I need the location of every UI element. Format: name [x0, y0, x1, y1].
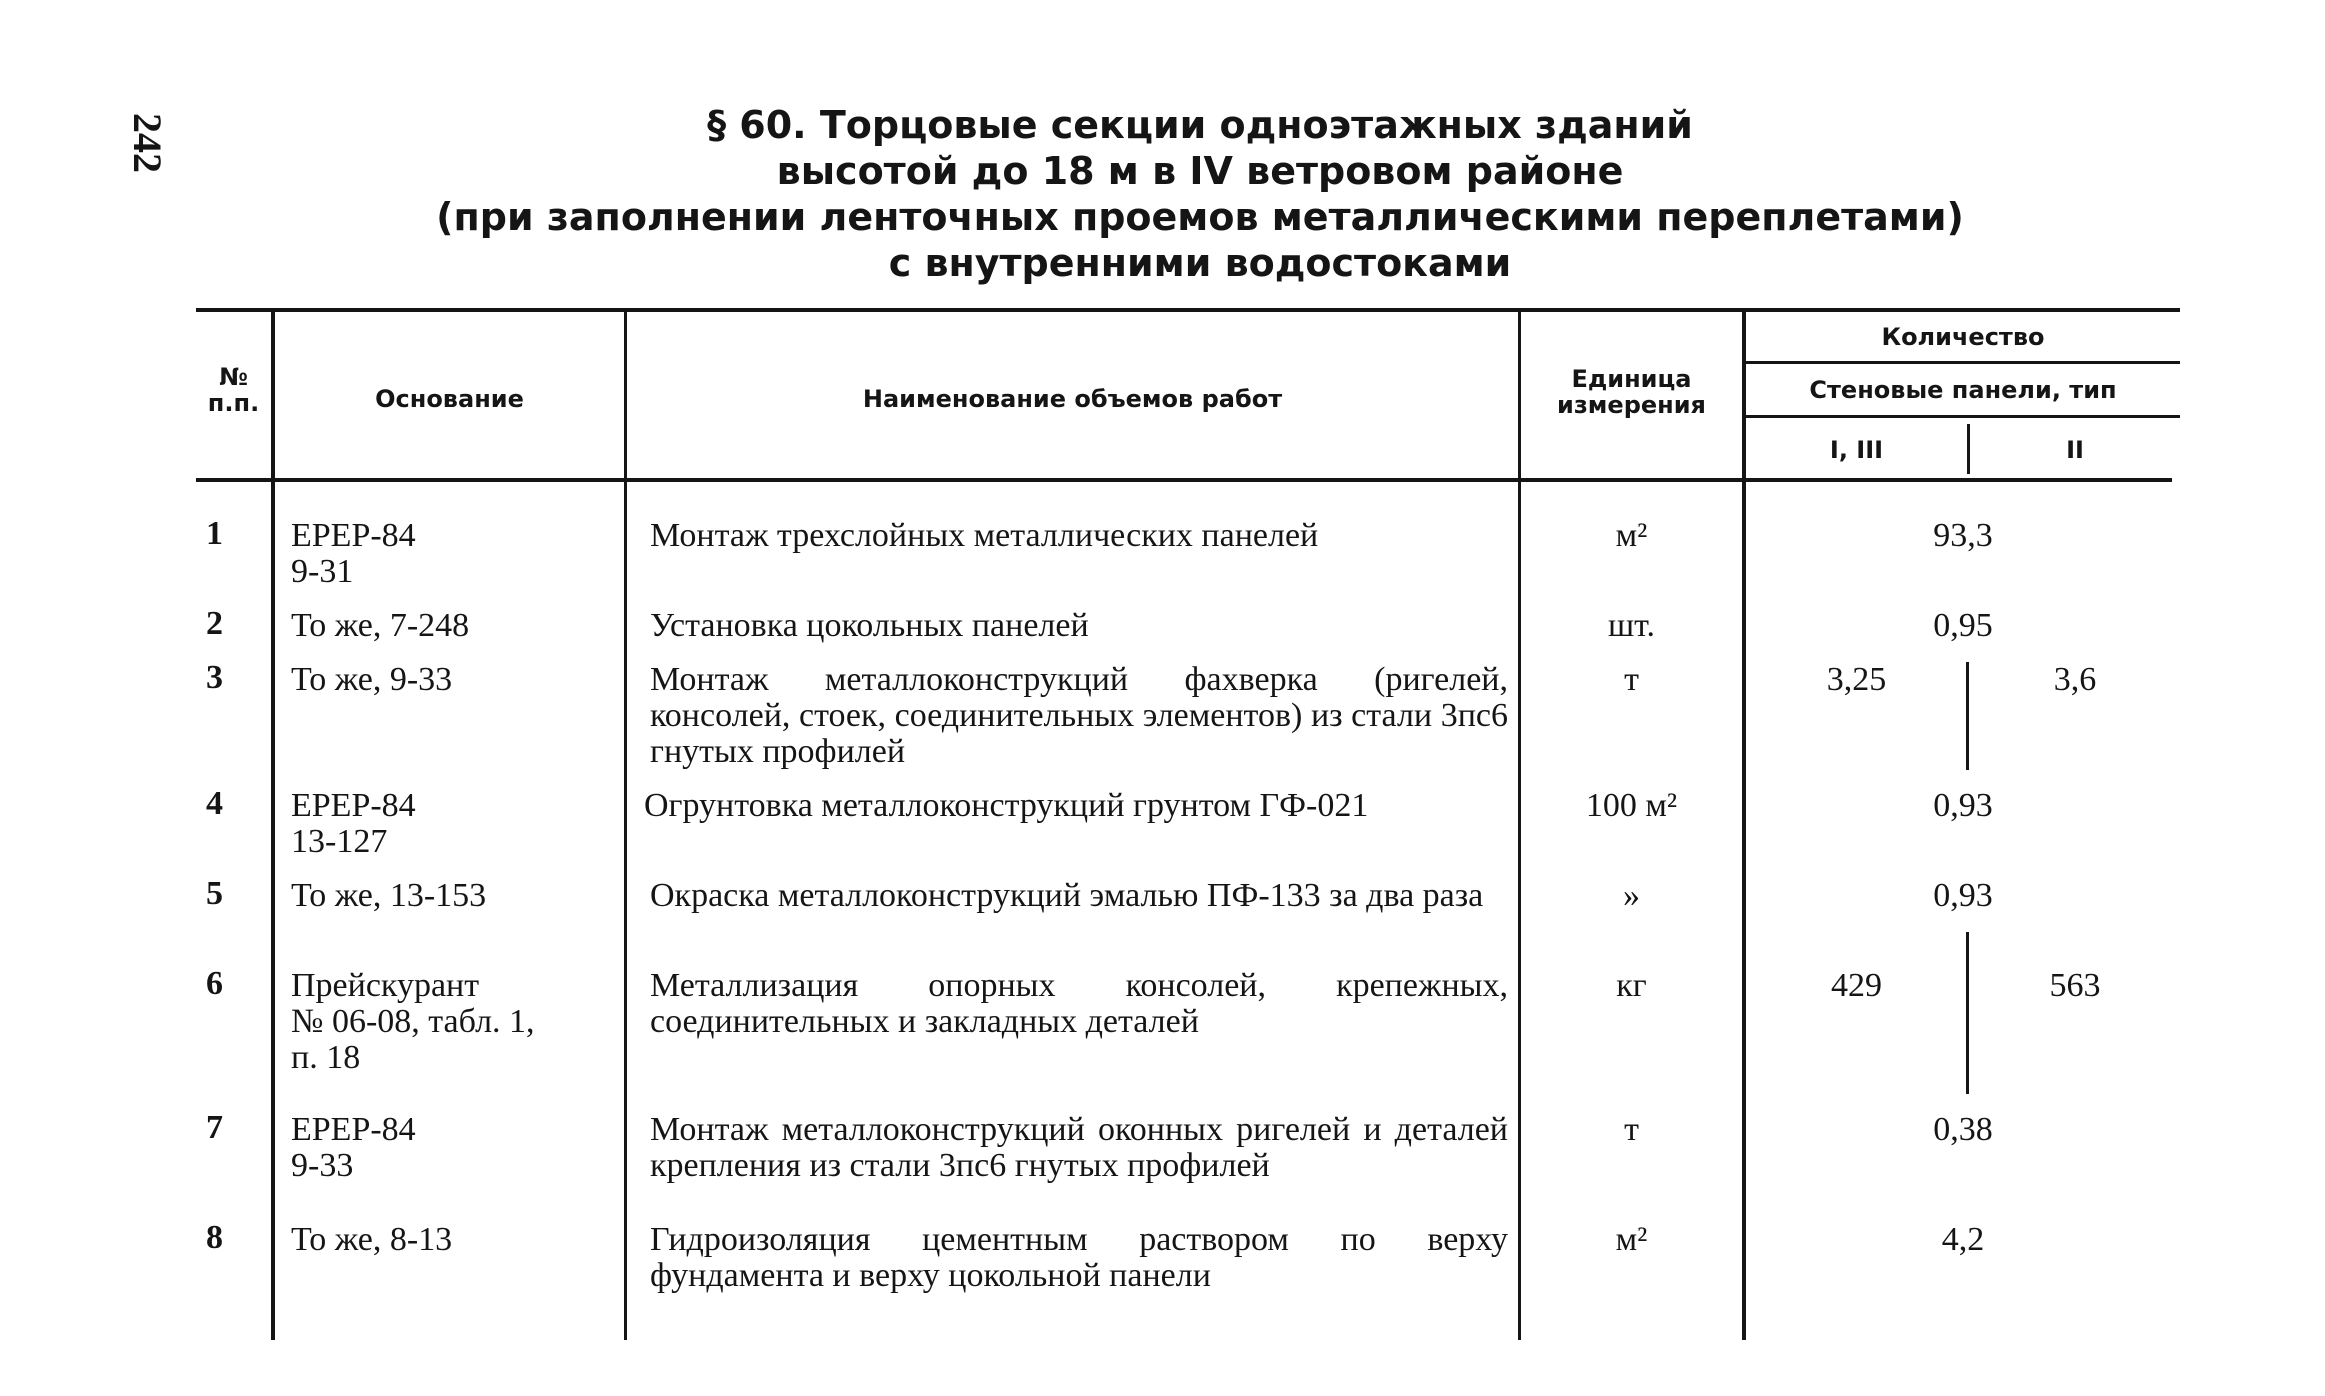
page-number: 242	[125, 113, 171, 173]
row-5-num: 5	[206, 875, 223, 912]
row-5-basis: То же, 13-153	[291, 877, 487, 914]
column-divider-4	[1742, 312, 1746, 1340]
row-8-value: 4,2	[1941, 1221, 1985, 1258]
row-2-value: 0,95	[1933, 607, 1993, 644]
header-type-1-3: I, III	[1829, 436, 1884, 464]
header-quantity: Количество	[1881, 323, 2045, 351]
row-7-basis-line-1: ЕРЕР-84	[291, 1111, 416, 1148]
title-line-2: высотой до 18 м в IV ветровом районе	[776, 149, 1624, 193]
row-6-work: Металлизация опорных консолей, крепежных, соединительных и закладных деталей	[650, 967, 1508, 1040]
table-top-rule	[196, 308, 2180, 312]
row-3-num: 3	[206, 659, 223, 696]
row-6-unit: кг	[1616, 967, 1647, 1004]
header-unit-line2: измерения	[1557, 391, 1706, 419]
row-3-value-type-1-3: 3,25	[1826, 661, 1887, 698]
row-4-basis-line-1: ЕРЕР-84	[291, 787, 416, 824]
quantity-header-rule	[1746, 361, 2180, 364]
row-1-unit: м²	[1615, 517, 1648, 554]
title-line-3: (при заполнении ленточных проемов металлическими переплетами)	[436, 195, 1964, 239]
row-4-num: 4	[206, 785, 223, 822]
row-3-basis: То же, 9-33	[291, 661, 453, 698]
header-num-sign: №	[219, 363, 248, 391]
row-4-work: Огрунтовка металлоконструкций грунтом ГФ-021	[644, 787, 1369, 824]
row-3-unit: т	[1624, 661, 1639, 698]
header-bottom-rule	[196, 478, 2172, 482]
row-1-num: 1	[206, 515, 223, 552]
title-line-1: § 60. Торцовые секции одноэтажных зданий	[707, 103, 1693, 147]
row-1-value: 93,3	[1933, 517, 1993, 554]
header-type-2: II	[2066, 436, 2084, 464]
row-7-value: 0,38	[1933, 1111, 1993, 1148]
header-num-abbr: п.п.	[207, 389, 260, 417]
row-8-num: 8	[206, 1219, 223, 1256]
panels-header-rule	[1746, 415, 2180, 418]
header-unit	[1521, 366, 1742, 418]
row-6-basis-line-1: Прейскурант	[291, 967, 480, 1004]
row-7-basis	[291, 1112, 416, 1184]
row-8-unit: м²	[1615, 1221, 1648, 1258]
row-6-value-type-2: 563	[2049, 967, 2101, 1004]
row-1-basis	[291, 518, 416, 590]
row-2-unit: шт.	[1608, 607, 1655, 644]
row-8-work: Гидроизоляция цементным раствором по верху фундамента и верху цокольной панели	[650, 1221, 1508, 1294]
header-panels: Стеновые панели, тип	[1809, 376, 2117, 404]
type-divider-row-6	[1966, 932, 1969, 1094]
row-6-basis-line-2: № 06-08, табл. 1,	[291, 1003, 535, 1040]
section-title	[300, 102, 2100, 286]
header-unit-line1: Единица	[1571, 365, 1692, 393]
header-basis: Основание	[375, 385, 524, 413]
row-8-basis: То же, 8-13	[291, 1221, 453, 1258]
row-3-value-type-2: 3,6	[2053, 661, 2097, 698]
row-2-basis: То же, 7-248	[291, 607, 470, 644]
row-2-work: Установка цокольных панелей	[650, 607, 1089, 644]
column-divider-2	[624, 312, 627, 1340]
column-divider-3	[1518, 312, 1521, 1340]
row-5-work: Окраска металлоконструкций эмалью ПФ-133 за два раза	[650, 877, 1484, 914]
header-num	[196, 364, 271, 416]
row-1-basis-line-1: ЕРЕР-84	[291, 517, 416, 554]
header-work-name: Наименование объемов работ	[862, 385, 1283, 413]
row-5-value: 0,93	[1933, 877, 1993, 914]
row-7-num: 7	[206, 1109, 223, 1146]
row-4-value: 0,93	[1933, 787, 1993, 824]
row-1-basis-line-2: 9-31	[291, 553, 354, 590]
row-3-work: Монтаж металлоконструкций фахверка (ригелей, консолей, стоек, соединительных элементов) из стали 3пс6 гнутых профилей	[650, 661, 1508, 770]
row-4-basis-line-2: 13-127	[291, 823, 388, 860]
column-divider-1	[271, 312, 275, 1340]
row-4-unit: 100 м²	[1585, 787, 1678, 824]
row-6-value-type-1-3: 429	[1831, 967, 1882, 1004]
row-7-unit: т	[1624, 1111, 1639, 1148]
row-5-unit: »	[1623, 877, 1640, 914]
row-7-work: Монтаж металлоконструкций оконных ригелей и деталей крепления из стали 3пс6 гнутых профилей	[650, 1111, 1508, 1184]
row-7-basis-line-2: 9-33	[291, 1147, 354, 1184]
row-4-basis	[291, 788, 416, 860]
title-line-4: с внутренними водостоками	[888, 241, 1512, 285]
row-6-basis	[291, 968, 535, 1076]
row-6-num: 6	[206, 965, 223, 1002]
row-2-num: 2	[206, 605, 223, 642]
row-6-basis-line-3: п. 18	[291, 1039, 361, 1076]
row-1-work: Монтаж трехслойных металлических панелей	[650, 517, 1319, 554]
